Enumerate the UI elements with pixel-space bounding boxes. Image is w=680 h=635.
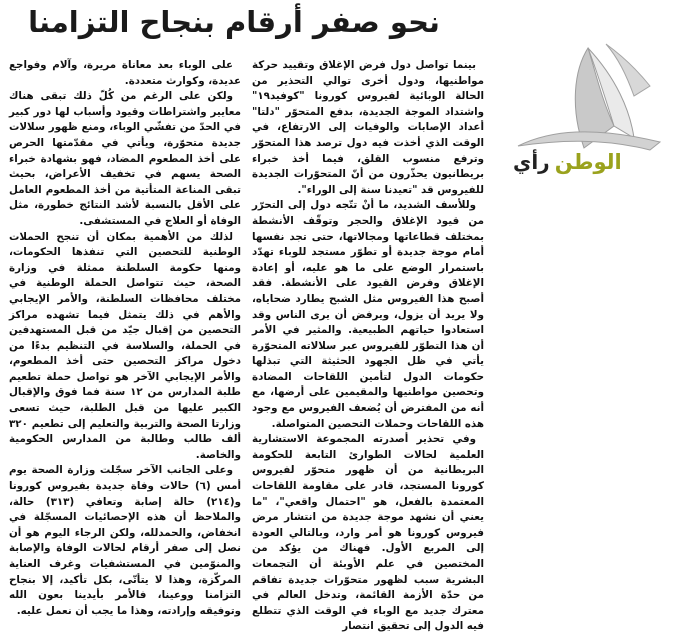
paragraph: على الوباء بعد معاناة مريرة، وآلام وفواجع عديدة، وكوارث متعددة. (9, 59, 241, 87)
brand-word-watan: الوطن (554, 150, 622, 174)
brand-word-raay: رأي (513, 150, 550, 174)
article-column-left (9, 58, 241, 617)
sail-logo-icon (510, 30, 680, 220)
paragraph: وعلى الجانب الآخر سجّلت وزارة الصحة يوم أمس (٦) حالات وفاة جديدة بفيروس كورونا و(٢١٤) حالة إصابة وتعافي (٣١٣) حالة، والملاحظ أن هذه الإحصائيات المسجّلة في انخفاض، والحمدلله، ولكن الرجاء اليوم هو أن نصل إلى صفر أرقام لحالات الوفاة والإصابة والمنوّمين في المستشفيات وغرف العناية المركّزة، وهذا لا يتأتّى، بكل تأكيد، إلا بنجاح التزامنا ووعينا، فالأمر بأيدينا بعون الله وتوفيقه وإرادته، وهذا ما يجب أن نعمل عليه. (9, 464, 241, 617)
paragraph: وللأسف الشديد، ما أنْ تتّجه دول إلى التحرّر من قيود الإغلاق والحجر وتوقّف الأنشطة بمختلف قطاعاتها ومجالاتها، حتى تجد نفسها أمام موجة جديدة أو تطوّر مستجد للوباء تهدّد باستمرار الوضع على ما هو عليه، أو إعادة الإغلاق وفرض القيود على الأنشطة. فقد أصبح هذا الفيروس مثل الشبح يطارد ضحاياه، ولا يريد أن يزول، ويرفض أن يرى الناس وقد استعادوا حياتهم الطبيعية. والمثير في الأمر أن هذا التطوّر للفيروس عبر سلالاته المتحوّرة يأتي في ظل الجهود الحثيثة التي تبذلها حكومات الدول لتأمين اللقاحات المضادة وتحصين مواطنيها والمقيمين على أرضها، مع أنه من المفترض أن يُضعف الفيروس مع وجود هذه اللقاحات وحملات التحصين المتواصلة. (252, 199, 484, 430)
paragraph: ولكن على الرغم من كُلّ ذلك تبقى هناك معايير واشتراطات وقيود وأسباب لها دور كبير في الحدّ من تفشّي الوباء، ومنع ظهور سلالات جديدة متحوّرة، ويأتي في مقدّمتها الحرص على أخذ المطعوم المضاد، فهو بشهادة خبراء الصحة يسهم في تخفيف الأعراض، بحيث تبقى المناعة المتأتية من أخذ المطعوم العامل على الأقل بالنسبة لأشد النتائج خطورة، مثل الوفاة أو العلاج في المستشفى. (9, 90, 241, 227)
brand-wordmark (513, 150, 663, 190)
paragraph: لذلك من الأهمية بمكان أن تنجح الحملات الوطنية للتحصين التي تنفذها الحكومات، ومنها حكومة السلطنة ممثلة في وزارة الصحة، حيث تتواصل الحملة الوطنية في مختلف محافظات السلطنة، والأمر الإيجابي والأهم في ذلك يتمثل فيما تشهده مراكز التحصين من إقبال جيّد من قبل المستهدفين في الحملة، والسلاسة في التنظيم بدءًا من دخول مراكز التحصين حتى أخذ المطعوم، والأمر الإيجابي الآخر هو تواصل حملة تطعيم طلبة المدارس من ١٢ سنة فما فوق والإقبال الكبير عليها من قبل الطلبة، حيث تسعى وزارتا الصحة والتربية والتعليم إلى تطعيم ٣٢٠ ألف طالب وطالبة من المدارس الحكومية والخاصة. (9, 230, 241, 461)
paragraph: بينما تواصل دول فرض الإغلاق وتقييد حركة مواطنيها، ودول أخرى توالي التحذير من الحالة الوبائية لفيروس كورونا "كوفيد١٩" واشتداد الموجة الجديدة، بدفع المتحوّر "دلتا" أعداد الإصابات والوفيات إلى الارتفاع، في الوقت الذي أخذت فيه دول ترصد هذا المتحوّر وترفع منسوب القلق، فيما أخذ خبراء بريطانيون يحذّرون من أنّ المتحوّرات الجديدة للفيروس قد "تعيدنا سنة إلى الوراء". (252, 59, 484, 196)
paragraph: وفي تحذير أصدرته المجموعة الاستشارية العلمية لحالات الطوارئ التابعة للحكومة البريطانية من أن ظهور متحوّر لفيروس كورونا المستجد، قادر على مقاومة اللقاحات المعتمدة بالفعل، هو "احتمال واقعي"، "ما يعني أن نشهد موجة جديدة من انتشار مرض فيروس كورونا هو أمر وارد، وبالتالي العودة إلى المربع الأول. فهناك من يؤكد من المختصين في علم الأوبئة أن التجمعات البشرية سبب لظهور متحوّرات جديدة تفاقم من حدّة الأزمة القائمة، وتدخل العالم في معترك جديد مع الوباء في الوقت الذي تتطلع فيه الدول إلى تحقيق انتصار (252, 433, 484, 633)
headline: نحو صفر أرقام بنجاح التزامنا (28, 5, 440, 39)
article-column-right (252, 58, 484, 633)
